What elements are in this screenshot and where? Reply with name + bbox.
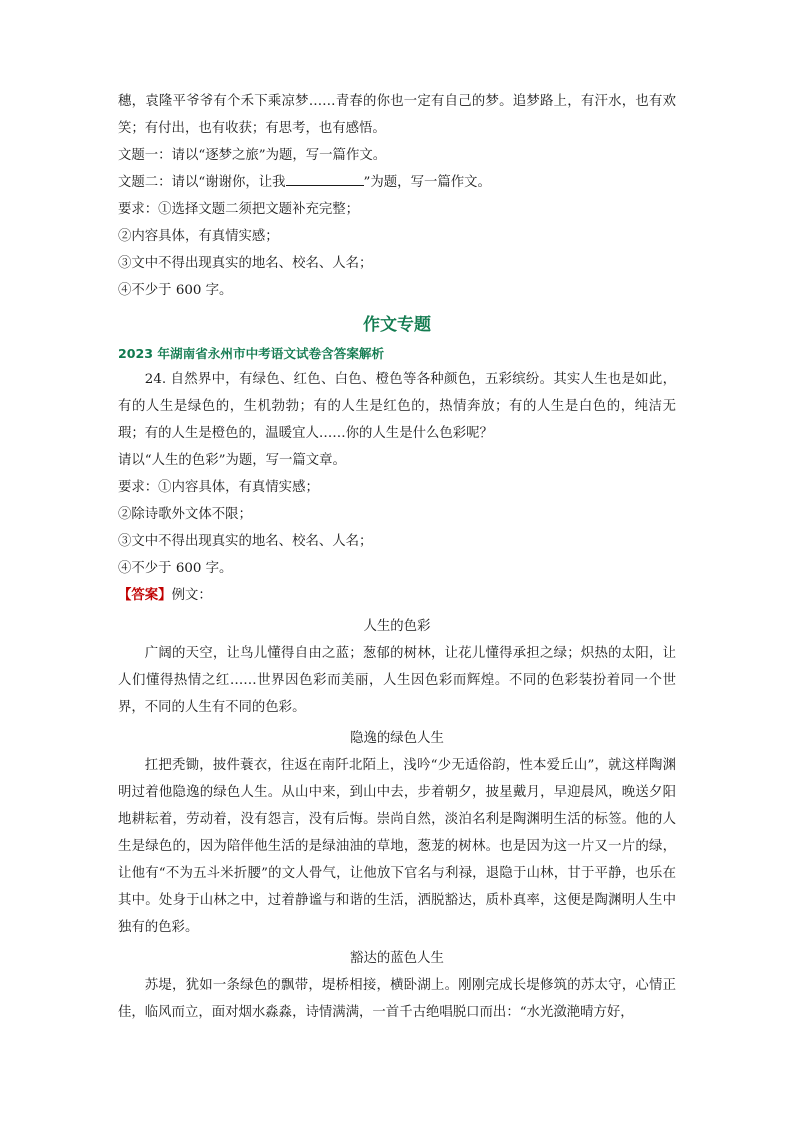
- question-requirement-4: ④不少于 600 字。: [118, 561, 233, 576]
- exam-source: 2023 年湖南省永州市中考语文试卷含答案解析: [118, 346, 385, 361]
- prev-requirement-1: 要求：①选择文题二须把文题补充完整；: [118, 202, 360, 217]
- answer-tag: 【答案】: [118, 587, 172, 603]
- section-title: 作文专题: [363, 315, 431, 335]
- prev-topic-two-after: ”为题，写一篇作文。: [363, 175, 491, 190]
- answer-label: 例文：: [171, 588, 212, 603]
- prev-requirement-2: ②内容具体，有真情实感；: [118, 229, 279, 244]
- question-requirement-1: 要求：①内容具体，有真情实感；: [118, 480, 319, 495]
- prev-requirement-3: ③文中不得出现真实的地名、校名、人名；: [118, 256, 373, 271]
- prev-requirement-4: ④不少于 600 字。: [118, 283, 233, 298]
- answer-line: [118, 582, 676, 609]
- essay-title: 人生的色彩: [363, 619, 431, 634]
- essay-subtitle-blue: 豁达的蓝色人生: [350, 951, 444, 966]
- essay-paragraph-green: 扛把秃锄，披件蓑衣，往返在南阡北陌上，浅吟“少无适俗韵，性本爱丘山”，就这样陶渊明过着他隐逸的绿色人生。从山中来，到山中去，步着朝夕，披星戴月，早迎晨风，晚送夕阳地耕耘着，劳动着，没有怨言，没有后悔。崇尚自然，淡泊名利是陶渊明生活的标签。他的人生是绿色的，因为陪伴他生活的是绿油油的草地，葱茏的树林。也是因为这一片又一片的绿，让他有“不为五斗米折腰”的文人骨气，让他放下官名与利禄，退隐于山林，甘于平静，也乐在其中。处身于山林之中，过着静谧与和谐的生活，洒脱豁达，质朴真率，这便是陶渊明人生中独有的色彩。: [118, 758, 676, 935]
- prev-topic-one: 文题一：请以“逐梦之旅”为题，写一篇作文。: [118, 148, 387, 163]
- essay-intro: 广阔的天空，让鸟儿懂得自由之蓝；葱郁的树林，让花儿懂得承担之绿；炽热的太阳，让人们懂得热情之红……世界因色彩而美丽，人生因色彩而辉煌。不同的色彩装扮着同一个世界，不同的人生有不同的色彩。: [118, 646, 676, 715]
- prev-topic-two: [118, 169, 676, 196]
- question-paragraph: 24. 自然界中，有绿色、红色、白色、橙色等各种颜色，五彩缤纷。其实人生也是如此，有的人生是绿色的，生机勃勃；有的人生是红色的，热情奔放；有的人生是白色的，纯洁无瑕；有的人生是橙色的，温暖宜人……你的人生是什么色彩呢？: [118, 372, 676, 441]
- essay-paragraph-blue: 苏堤，犹如一条绿色的飘带，堤桥相接，横卧湖上。刚刚完成长堤修筑的苏太守，心情正佳，临风而立，面对烟水淼淼，诗情满满，一首千古绝唱脱口而出：“水光潋滟晴方好，: [118, 978, 676, 1020]
- fill-in-blank: [286, 173, 364, 186]
- essay-subtitle-green: 隐逸的绿色人生: [350, 731, 444, 746]
- prev-topic-two-before: 文题二：请以“谢谢你，让我: [118, 175, 286, 190]
- question-prompt: 请以“人生的色彩”为题，写一篇文章。: [118, 453, 346, 468]
- prev-question-paragraph: 穗，袁隆平爷爷有个禾下乘凉梦……青春的你也一定有自己的梦。追梦路上，有汗水，也有欢笑；有付出，也有收获；有思考，也有感悟。: [118, 94, 676, 136]
- question-requirement-3: ③文中不得出现真实的地名、校名、人名；: [118, 534, 373, 549]
- question-requirement-2: ②除诗歌外文体不限；: [118, 507, 252, 522]
